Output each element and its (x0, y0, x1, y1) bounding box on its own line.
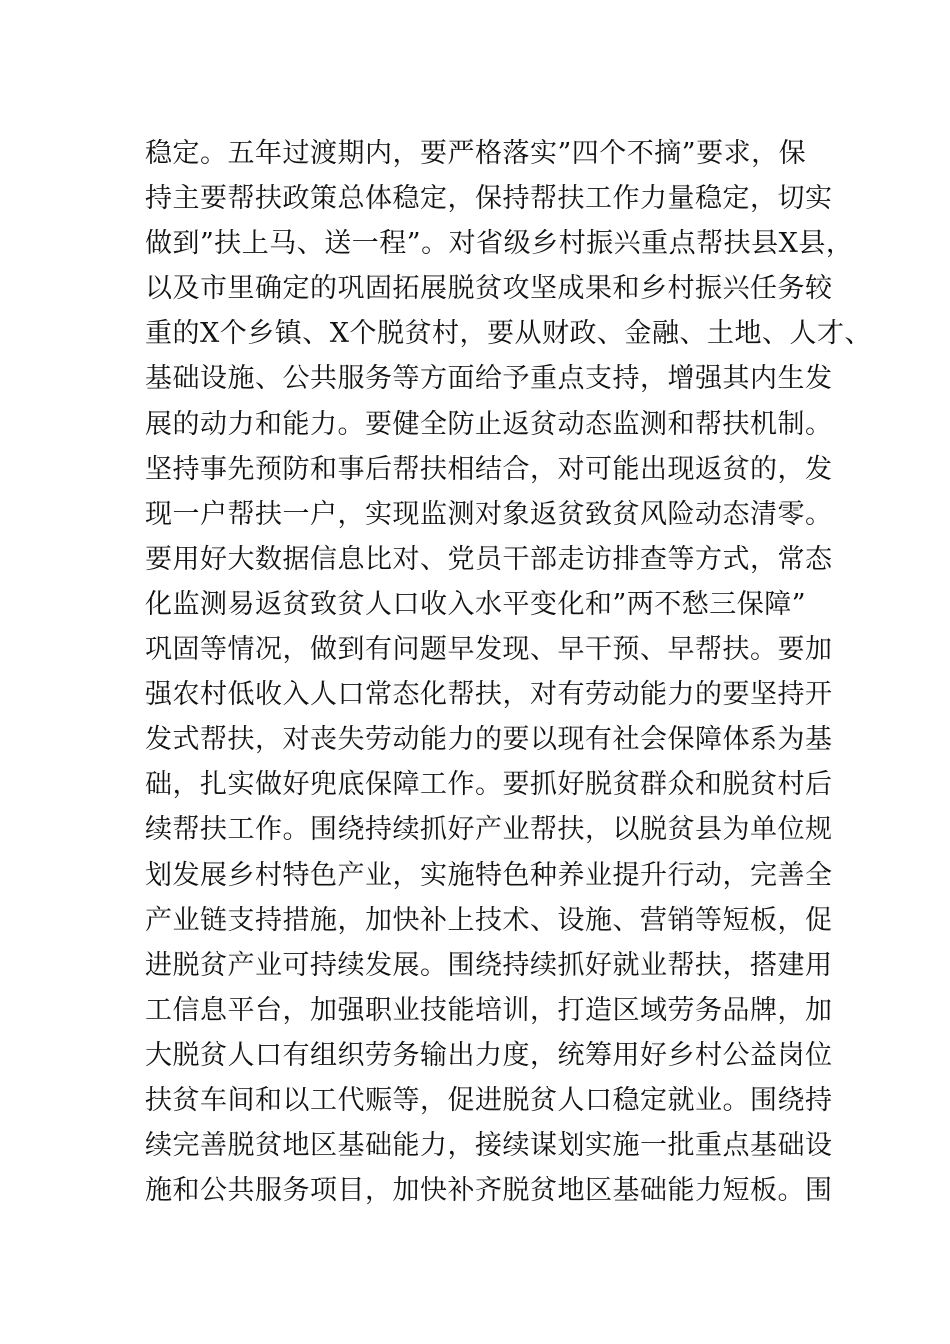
text-line: 现一户帮扶一户，实现监测对象返贫致贫风险动态清零。 (145, 498, 833, 530)
text-line: 划发展乡村特色产业，实施特色种养业提升行动，完善全 (145, 859, 833, 891)
text-line: 要用好大数据信息比对、党员干部走访排查等方式，常态 (145, 543, 833, 575)
text-line: 续帮扶工作。围绕持续抓好产业帮扶，以脱贫县为单位规 (145, 814, 833, 846)
text-line: 进脱贫产业可持续发展。围绕持续抓好就业帮扶，搭建用 (145, 949, 833, 981)
text-line: 展的动力和能力。要健全防止返贫动态监测和帮扶机制。 (145, 408, 833, 440)
text-line: 做到”扶上马、送一程”。对省级乡村振兴重点帮扶县X县， (145, 228, 854, 260)
text-line: 强农村低收入人口常态化帮扶，对有劳动能力的要坚持开 (145, 679, 833, 711)
text-line: 稳定。五年过渡期内，要严格落实”四个不摘”要求，保 (145, 138, 807, 169)
text-line: 发式帮扶，对丧失劳动能力的要以现有社会保障体系为基 (145, 724, 833, 756)
text-line: 持主要帮扶政策总体稳定，保持帮扶工作力量稳定，切实 (145, 183, 833, 215)
text-line: 坚持事先预防和事后帮扶相结合，对可能出现返贫的，发 (145, 453, 833, 485)
text-line: 施和公共服务项目，加快补齐脱贫地区基础能力短板。围 (145, 1175, 833, 1207)
text-line: 扶贫车间和以工代赈等，促进脱贫人口稳定就业。围绕持 (145, 1084, 833, 1116)
text-line: 础，扎实做好兜底保障工作。要抓好脱贫群众和脱贫村后 (145, 769, 833, 801)
body-text (145, 131, 872, 1213)
text-line: 巩固等情况，做到有问题早发现、早干预、早帮扶。要加 (145, 634, 833, 666)
text-line: 大脱贫人口有组织劳务输出力度，统筹用好乡村公益岗位 (145, 1039, 833, 1071)
text-line: 续完善脱贫地区基础能力，接续谋划实施一批重点基础设 (145, 1130, 833, 1162)
text-line: 化监测易返贫致贫人口收入水平变化和”两不愁三保障” (145, 588, 807, 620)
text-line: 以及市里确定的巩固拓展脱贫攻坚成果和乡村振兴任务较 (145, 273, 833, 305)
text-line: 基础设施、公共服务等方面给予重点支持，增强其内生发 (145, 363, 833, 395)
text-line: 工信息平台，加强职业技能培训，打造区域劳务品牌，加 (145, 994, 833, 1026)
text-line: 重的X个乡镇、X个脱贫村，要从财政、金融、土地、人才、 (145, 318, 872, 350)
text-line: 产业链支持措施，加快补上技术、设施、营销等短板，促 (145, 904, 833, 936)
